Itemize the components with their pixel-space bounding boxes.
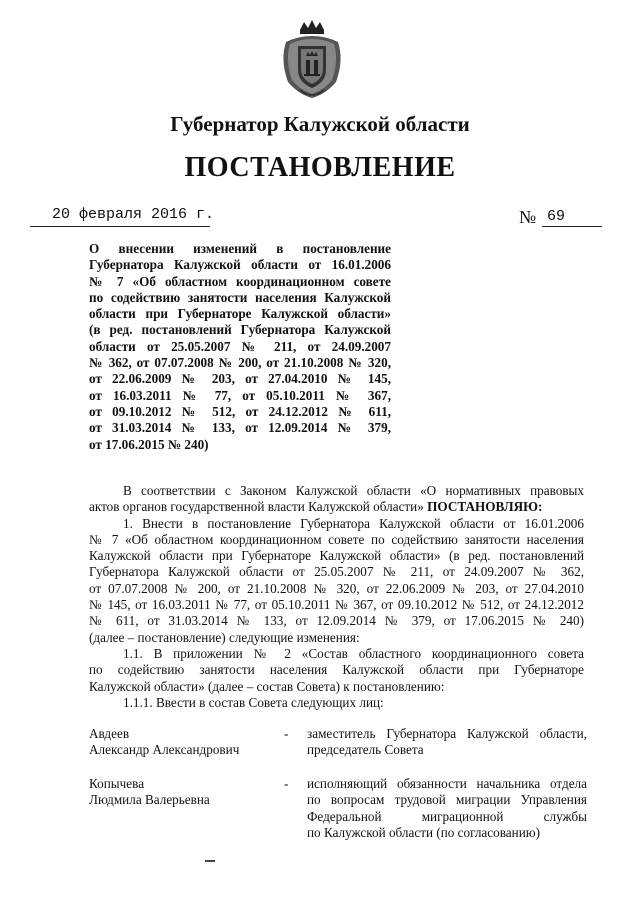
subject-line: области от 25.05.2007 № 211, от 24.09.2007 xyxy=(89,338,391,354)
member-surname: Копычева xyxy=(89,776,145,791)
document-date: 20 февраля 2016 г. xyxy=(52,206,215,223)
document-type: ПОСТАНОВЛЕНИЕ xyxy=(184,152,456,183)
subject-line: области при Губернаторе Калужской области» xyxy=(89,306,391,322)
subject-line: от 17.06.2015 № 240) xyxy=(89,436,209,452)
member-dash: - xyxy=(284,776,289,791)
subject-line: № 362, от 07.07.2008 № 200, от 21.10.2008 № 320, xyxy=(89,355,391,371)
governor-title: Губернатор Калужской области xyxy=(170,112,470,136)
item1-line: Калужской области при Губернаторе Калужской области» (в ред. постановлений xyxy=(89,548,584,564)
member-given-name: Людмила Валерьевна xyxy=(89,792,210,807)
member-given-name: Александр Александрович xyxy=(89,742,240,757)
member-position xyxy=(307,776,587,841)
item111-line: 1.1.1. Ввести в состав Совета следующих лиц: xyxy=(123,694,384,710)
item11-line: Калужской области» (далее – состав Совета) к постановлению: xyxy=(89,678,445,694)
decree-word: ПОСТАНОВЛЯЮ: xyxy=(427,499,543,515)
position-line: исполняющий обязанности начальника отдела xyxy=(307,776,587,791)
item1-line: Губернатора Калужской области от 25.05.2007 № 211, от 24.09.2007 № 362, xyxy=(89,564,584,580)
date-underline xyxy=(30,226,210,227)
subject-line: № 7 «Об областном координационном совете xyxy=(89,273,391,289)
position-line: заместитель Губернатора Калужской области, xyxy=(307,726,587,741)
item1-line: № 7 «Об областном координационном совете по содействию занятости населения xyxy=(89,531,584,547)
item1-line: 1. Внести в постановление Губернатора Калужской области от 16.01.2006 xyxy=(123,515,584,531)
document-number: 69 xyxy=(547,208,566,225)
preamble-text: актов органов государственной власти Калужской области» xyxy=(89,499,428,515)
item1-line: № 145, от 16.03.2011 № 77, от 05.10.2011 № 367, от 09.10.2012 № 512, от 24.12.2012 xyxy=(89,597,584,613)
position-line: по вопросам трудовой миграции Управления xyxy=(307,792,587,808)
item11-line: по содействию занятости населения Калужской области при Губернаторе xyxy=(89,662,584,678)
member-surname: Авдеев xyxy=(89,726,130,741)
subject-line: (в ред. постановлений Губернатора Калужской xyxy=(89,322,391,338)
member-position xyxy=(307,726,587,759)
subject-line: Губернатора Калужской области от 16.01.2006 xyxy=(89,257,391,273)
item11-line: 1.1. В приложении № 2 «Состав областного координационного совета xyxy=(123,645,584,661)
item1-line: (далее – постановление) следующие изменения: xyxy=(89,629,360,645)
subject-line: от 31.03.2014 № 133, от 12.09.2014 № 379, xyxy=(89,420,391,436)
position-line: Федеральной миграционной службы xyxy=(307,808,587,824)
subject-line: от 16.03.2011 № 77, от 05.10.2011 № 367, xyxy=(89,387,391,403)
document-subject xyxy=(89,241,391,453)
kaluga-coat-of-arms-icon xyxy=(278,20,346,100)
subject-line: от 09.10.2012 № 512, от 24.12.2012 № 611, xyxy=(89,403,391,419)
document-body xyxy=(89,483,584,711)
number-label: № xyxy=(519,207,537,227)
subject-line: О внесении изменений в постановление xyxy=(89,241,391,256)
subject-line: по содействию занятости населения Калужской xyxy=(89,289,391,305)
item1-line: № 611, от 31.03.2014 № 133, от 12.09.2014 № 379, от 17.06.2015 № 240) xyxy=(89,613,584,629)
position-line: по Калужской области (по согласованию) xyxy=(307,824,541,840)
subject-line: от 22.06.2009 № 203, от 27.04.2010 № 145, xyxy=(89,371,391,387)
position-line: председатель Совета xyxy=(307,742,424,758)
preamble-line xyxy=(89,499,584,515)
item1-line: от 07.07.2008 № 200, от 21.10.2008 № 320, от 22.06.2009 № 203, от 27.04.2010 xyxy=(89,580,584,596)
preamble-line: В соответствии с Законом Калужской области «О нормативных правовых xyxy=(123,483,584,498)
scan-mark xyxy=(205,860,215,862)
number-underline xyxy=(542,226,602,227)
member-dash: - xyxy=(284,726,289,741)
